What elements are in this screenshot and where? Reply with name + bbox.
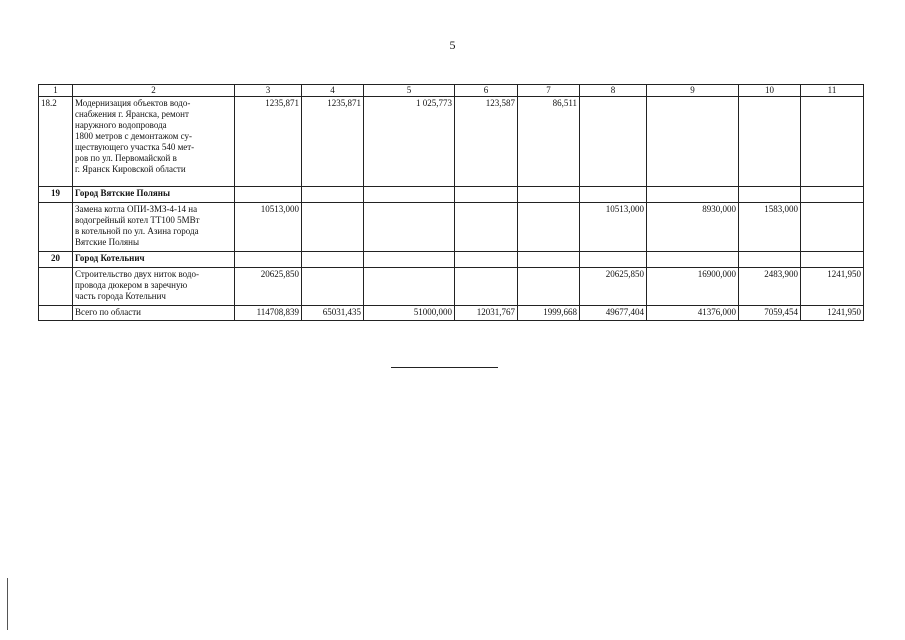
empty-cell — [518, 252, 580, 268]
value-cell: 1241,950 — [801, 306, 864, 321]
empty-cell — [739, 187, 801, 203]
value-cell — [739, 97, 801, 187]
empty-cell — [647, 187, 739, 203]
investment-table — [38, 84, 864, 321]
row-index — [39, 203, 73, 252]
row-description: Замена котла ОПИ-ЗМЗ-4-14 на водогрейный котел ТТ100 5МВт в котельной по ул. Азина города Вятские Поляны — [73, 203, 235, 252]
empty-cell — [801, 252, 864, 268]
column-number-header: 2 — [73, 85, 235, 97]
column-number-header: 8 — [580, 85, 647, 97]
column-number-header: 4 — [302, 85, 364, 97]
value-cell — [801, 97, 864, 187]
empty-cell — [235, 187, 302, 203]
value-cell: 10513,000 — [235, 203, 302, 252]
value-cell: 1 025,773 — [364, 97, 455, 187]
value-cell: 41376,000 — [647, 306, 739, 321]
value-cell — [455, 268, 518, 306]
value-cell: 49677,404 — [580, 306, 647, 321]
value-cell: 1235,871 — [302, 97, 364, 187]
value-cell: 114708,839 — [235, 306, 302, 321]
value-cell: 12031,767 — [455, 306, 518, 321]
end-separator-line — [391, 367, 498, 368]
row-description: Строительство двух ниток водо- провода дюкером в заречную часть города Котельнич — [73, 268, 235, 306]
value-cell — [518, 268, 580, 306]
value-cell: 1241,950 — [801, 268, 864, 306]
empty-cell — [455, 187, 518, 203]
section-index: 19 — [39, 187, 73, 203]
table-row — [39, 97, 864, 187]
empty-cell — [647, 252, 739, 268]
page-number: 5 — [449, 38, 456, 52]
table-header-row — [39, 85, 864, 97]
row-description: Модернизация объектов водо- снабжения г. Яранска, ремонт наружного водопровода 1800 метров с демонтажом су- ществующего участка 540 мет- ров по ул. Первомайской в г. Яранск Кировской области — [73, 97, 235, 187]
section-title: Город Вятские Поляны — [73, 187, 235, 203]
value-cell — [302, 203, 364, 252]
value-cell — [801, 203, 864, 252]
section-row — [39, 187, 864, 203]
empty-cell — [801, 187, 864, 203]
value-cell — [364, 268, 455, 306]
value-cell: 16900,000 — [647, 268, 739, 306]
column-number-header: 10 — [739, 85, 801, 97]
column-number-header: 9 — [647, 85, 739, 97]
value-cell: 2483,900 — [739, 268, 801, 306]
empty-cell — [364, 187, 455, 203]
empty-cell — [518, 187, 580, 203]
empty-cell — [455, 252, 518, 268]
section-title: Город Котельнич — [73, 252, 235, 268]
value-cell — [580, 97, 647, 187]
column-number-header: 11 — [801, 85, 864, 97]
value-cell: 86,511 — [518, 97, 580, 187]
value-cell — [302, 268, 364, 306]
column-number-header: 1 — [39, 85, 73, 97]
row-index — [39, 268, 73, 306]
empty-cell — [302, 252, 364, 268]
value-cell: 1583,000 — [739, 203, 801, 252]
empty-cell — [235, 252, 302, 268]
value-cell: 1235,871 — [235, 97, 302, 187]
row-index: 18.2 — [39, 97, 73, 187]
empty-cell — [739, 252, 801, 268]
section-index: 20 — [39, 252, 73, 268]
value-cell — [647, 97, 739, 187]
value-cell: 20625,850 — [580, 268, 647, 306]
value-cell: 123,587 — [455, 97, 518, 187]
value-cell — [518, 203, 580, 252]
section-row — [39, 252, 864, 268]
column-number-header: 7 — [518, 85, 580, 97]
value-cell: 8930,000 — [647, 203, 739, 252]
empty-cell — [580, 252, 647, 268]
table-row — [39, 268, 864, 306]
column-number-header: 3 — [235, 85, 302, 97]
row-description: Всего по области — [73, 306, 235, 321]
empty-cell — [580, 187, 647, 203]
value-cell: 10513,000 — [580, 203, 647, 252]
value-cell: 1999,668 — [518, 306, 580, 321]
table-row — [39, 306, 864, 321]
value-cell — [364, 203, 455, 252]
column-number-header: 6 — [455, 85, 518, 97]
column-number-header: 5 — [364, 85, 455, 97]
value-cell — [455, 203, 518, 252]
value-cell: 20625,850 — [235, 268, 302, 306]
value-cell: 65031,435 — [302, 306, 364, 321]
empty-cell — [302, 187, 364, 203]
table-row — [39, 203, 864, 252]
row-index — [39, 306, 73, 321]
scan-margin-mark — [7, 578, 8, 630]
empty-cell — [364, 252, 455, 268]
value-cell: 7059,454 — [739, 306, 801, 321]
value-cell: 51000,000 — [364, 306, 455, 321]
